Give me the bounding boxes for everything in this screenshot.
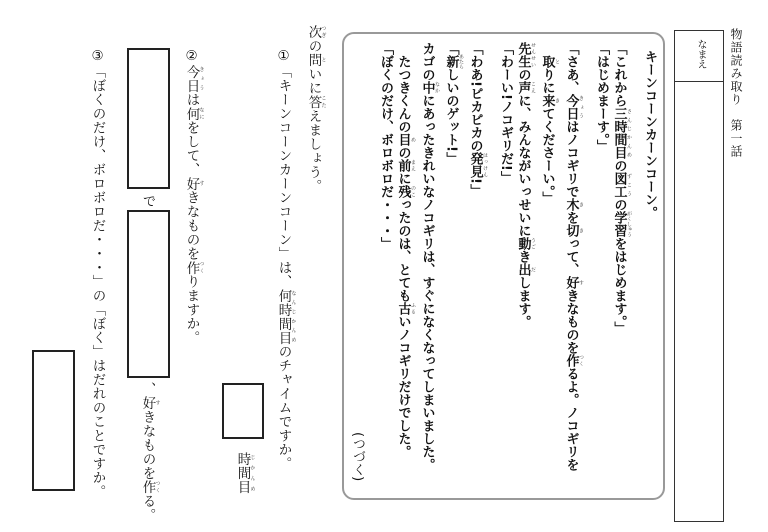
ruby-word: 発見 はっけん	[467, 151, 488, 178]
story-line	[469, 42, 489, 197]
question-2-connector	[140, 194, 154, 208]
ruby-word: 先生 せんせい	[515, 42, 536, 68]
furigana: す	[154, 396, 161, 410]
story-line	[445, 42, 465, 165]
text-run: の	[611, 198, 627, 211]
furigana: ずこう	[626, 172, 632, 198]
text-run: 「わあ!ピカピカの	[467, 42, 483, 152]
text-run: をして、	[183, 120, 200, 177]
question-1-text	[276, 48, 297, 471]
text-run: を	[563, 211, 579, 224]
furigana: せんせい	[530, 42, 536, 68]
text-run: 「ぼくのだけ、ボロボロだ・・・」	[378, 42, 393, 250]
question-2-answer-box-1[interactable]	[127, 48, 170, 189]
furigana: と	[320, 53, 327, 67]
question-3-text	[90, 48, 104, 499]
text-run: カゴの	[419, 42, 435, 81]
text-run: に、みんながいっせいに	[515, 94, 531, 237]
furigana: がくしゅう	[626, 211, 632, 237]
furigana: さんじかんめ	[626, 107, 632, 159]
text-run: キーンコーンカーンコーン。	[642, 50, 657, 219]
story-line	[421, 42, 441, 471]
text-run: いノコギリだけでした。	[395, 315, 411, 458]
furigana: じかんめ	[249, 452, 256, 494]
question-2-text	[184, 48, 205, 345]
question-2-answer-box-2[interactable]	[127, 210, 170, 378]
question-1-answer-box[interactable]	[222, 383, 264, 439]
ruby-word: 作 つく	[139, 480, 161, 494]
furigana: つく	[578, 354, 584, 367]
furigana: なに	[198, 106, 205, 121]
ruby-word: 答 こた	[305, 95, 327, 109]
text-run: てくださーい。」	[539, 107, 555, 205]
story-line	[541, 55, 561, 205]
furigana: つく	[198, 260, 205, 275]
question-3-answer-box[interactable]	[32, 350, 75, 491]
text-run: ったのは、とても	[395, 198, 411, 302]
ruby-word: 出 だ	[515, 263, 536, 276]
question-2-tail	[140, 382, 161, 522]
furigana: と	[554, 55, 560, 68]
ruby-word: 作 つく	[183, 260, 205, 275]
furigana: つく	[154, 480, 161, 494]
name-label: なまえ	[695, 39, 706, 69]
ruby-word: 声 こえ	[515, 81, 536, 94]
worksheet-title: 物語読み取り 第一話	[729, 28, 743, 158]
text-run: いに	[305, 67, 322, 95]
ruby-word: 前 まえ	[395, 159, 416, 172]
text-run: きなものを	[183, 190, 200, 261]
story-line	[379, 42, 392, 250]
ruby-word: 目 め	[395, 133, 416, 146]
ruby-word: 何 なに	[183, 106, 205, 121]
text-run: の	[305, 39, 322, 53]
furigana: こえ	[530, 81, 536, 94]
furigana: つぎ	[320, 25, 327, 39]
text-run: の	[395, 146, 411, 159]
ruby-word: 切 き	[563, 224, 584, 237]
text-run: します。	[515, 276, 531, 328]
text-run: ②	[183, 48, 200, 65]
text-run: き	[515, 250, 531, 263]
text-run: に	[395, 172, 411, 185]
text-run: をはじめます。」	[611, 237, 627, 335]
ruby-word: 来 き	[539, 94, 560, 107]
text-run: 、	[139, 382, 156, 396]
furigana: め	[410, 133, 416, 146]
text-run: はノコギリで	[563, 120, 579, 198]
ruby-word: 好 す	[139, 396, 161, 410]
name-label-cell	[675, 31, 723, 82]
ruby-word: 今日 きょう	[563, 94, 584, 120]
text-run: しいのゲット!」	[443, 68, 459, 165]
text-run: 「これから	[611, 42, 627, 107]
furigana: きょう	[578, 94, 584, 120]
ruby-word: 好 す	[183, 176, 205, 191]
furigana: き	[578, 224, 584, 237]
ruby-word: 木 き	[563, 198, 584, 211]
text-run: の	[611, 159, 627, 172]
continued-label: (つづく)	[350, 432, 365, 482]
story-line	[565, 42, 585, 471]
text-run: ①「キーンコーンカーンコーン」は、	[275, 48, 292, 289]
text-run: !」	[467, 177, 483, 197]
furigana: き	[578, 198, 584, 211]
name-field[interactable]	[674, 30, 724, 522]
furigana: き	[554, 94, 560, 107]
ruby-word: 図工 ずこう	[611, 172, 632, 198]
furigana: はっけん	[482, 151, 488, 178]
ruby-word: 問 と	[305, 53, 327, 67]
ruby-word: 古 ふる	[395, 302, 416, 315]
furigana: なか	[434, 81, 440, 94]
text-run: って、	[563, 237, 579, 276]
question-1-unit	[235, 452, 256, 494]
furigana: うご	[530, 237, 536, 250]
text-run: にあったきれいなノコギリは、すぐになくなってしまいました。	[419, 94, 435, 471]
text-run: ③「ぼくのだけ、ボロボロだ・・・」の「ぼく」はだれのことですか。	[89, 48, 106, 499]
ruby-word: 動 うご	[515, 237, 536, 250]
story-line	[397, 55, 417, 458]
furigana: あたら	[458, 54, 464, 69]
ruby-word: 新 あたら	[443, 54, 464, 69]
text-run: りますか。	[183, 274, 200, 345]
text-run: えましょう。	[305, 109, 322, 193]
ruby-word: 作 つく	[563, 354, 584, 367]
furigana: なんじかんめ	[290, 288, 297, 345]
text-run: きなものを	[563, 289, 579, 354]
furigana: まえ	[410, 159, 416, 172]
instruction-text	[306, 25, 327, 193]
text-run: るよ。ノコギリを	[563, 367, 579, 471]
ruby-word: 今日 きょう	[183, 64, 205, 93]
text-run: たつきくんの	[395, 55, 411, 133]
text-run: りに	[539, 68, 555, 94]
ruby-word: 時間目 じかんめ	[234, 452, 256, 494]
text-run: は	[183, 92, 200, 107]
text-run: 「	[443, 42, 459, 55]
furigana: こた	[320, 95, 327, 109]
furigana: きょう	[198, 64, 205, 93]
text-run: る。	[139, 494, 156, 522]
ruby-word: 残 のこ	[395, 185, 416, 198]
ruby-word: 中 なか	[419, 81, 440, 94]
ruby-word: 何時間目 なんじかんめ	[275, 288, 297, 345]
furigana: す	[578, 276, 584, 289]
story-line	[595, 42, 608, 153]
story-line	[613, 42, 633, 335]
furigana: す	[198, 176, 205, 191]
ruby-word: 三時間目 さんじかんめ	[611, 107, 632, 159]
ruby-word: 取 と	[539, 55, 560, 68]
text-run: 「わーい!ノコギリだ!」	[498, 42, 513, 184]
text-run: のチャイムですか。	[275, 344, 292, 471]
story-line	[643, 50, 656, 219]
ruby-word: 次 つぎ	[305, 25, 327, 39]
furigana: ふる	[410, 302, 416, 315]
ruby-word: 学習 がくしゅう	[611, 211, 632, 237]
text-run: で	[139, 194, 156, 208]
furigana: のこ	[410, 185, 416, 198]
text-run: 「はじめまーす。」	[594, 42, 609, 153]
text-run: きなものを	[139, 410, 156, 480]
story-line	[499, 42, 512, 184]
text-run: 「さあ、	[563, 42, 579, 94]
text-run: の	[515, 68, 531, 81]
furigana: だ	[530, 263, 536, 276]
ruby-word: 好 す	[563, 276, 584, 289]
story-line	[517, 42, 537, 328]
